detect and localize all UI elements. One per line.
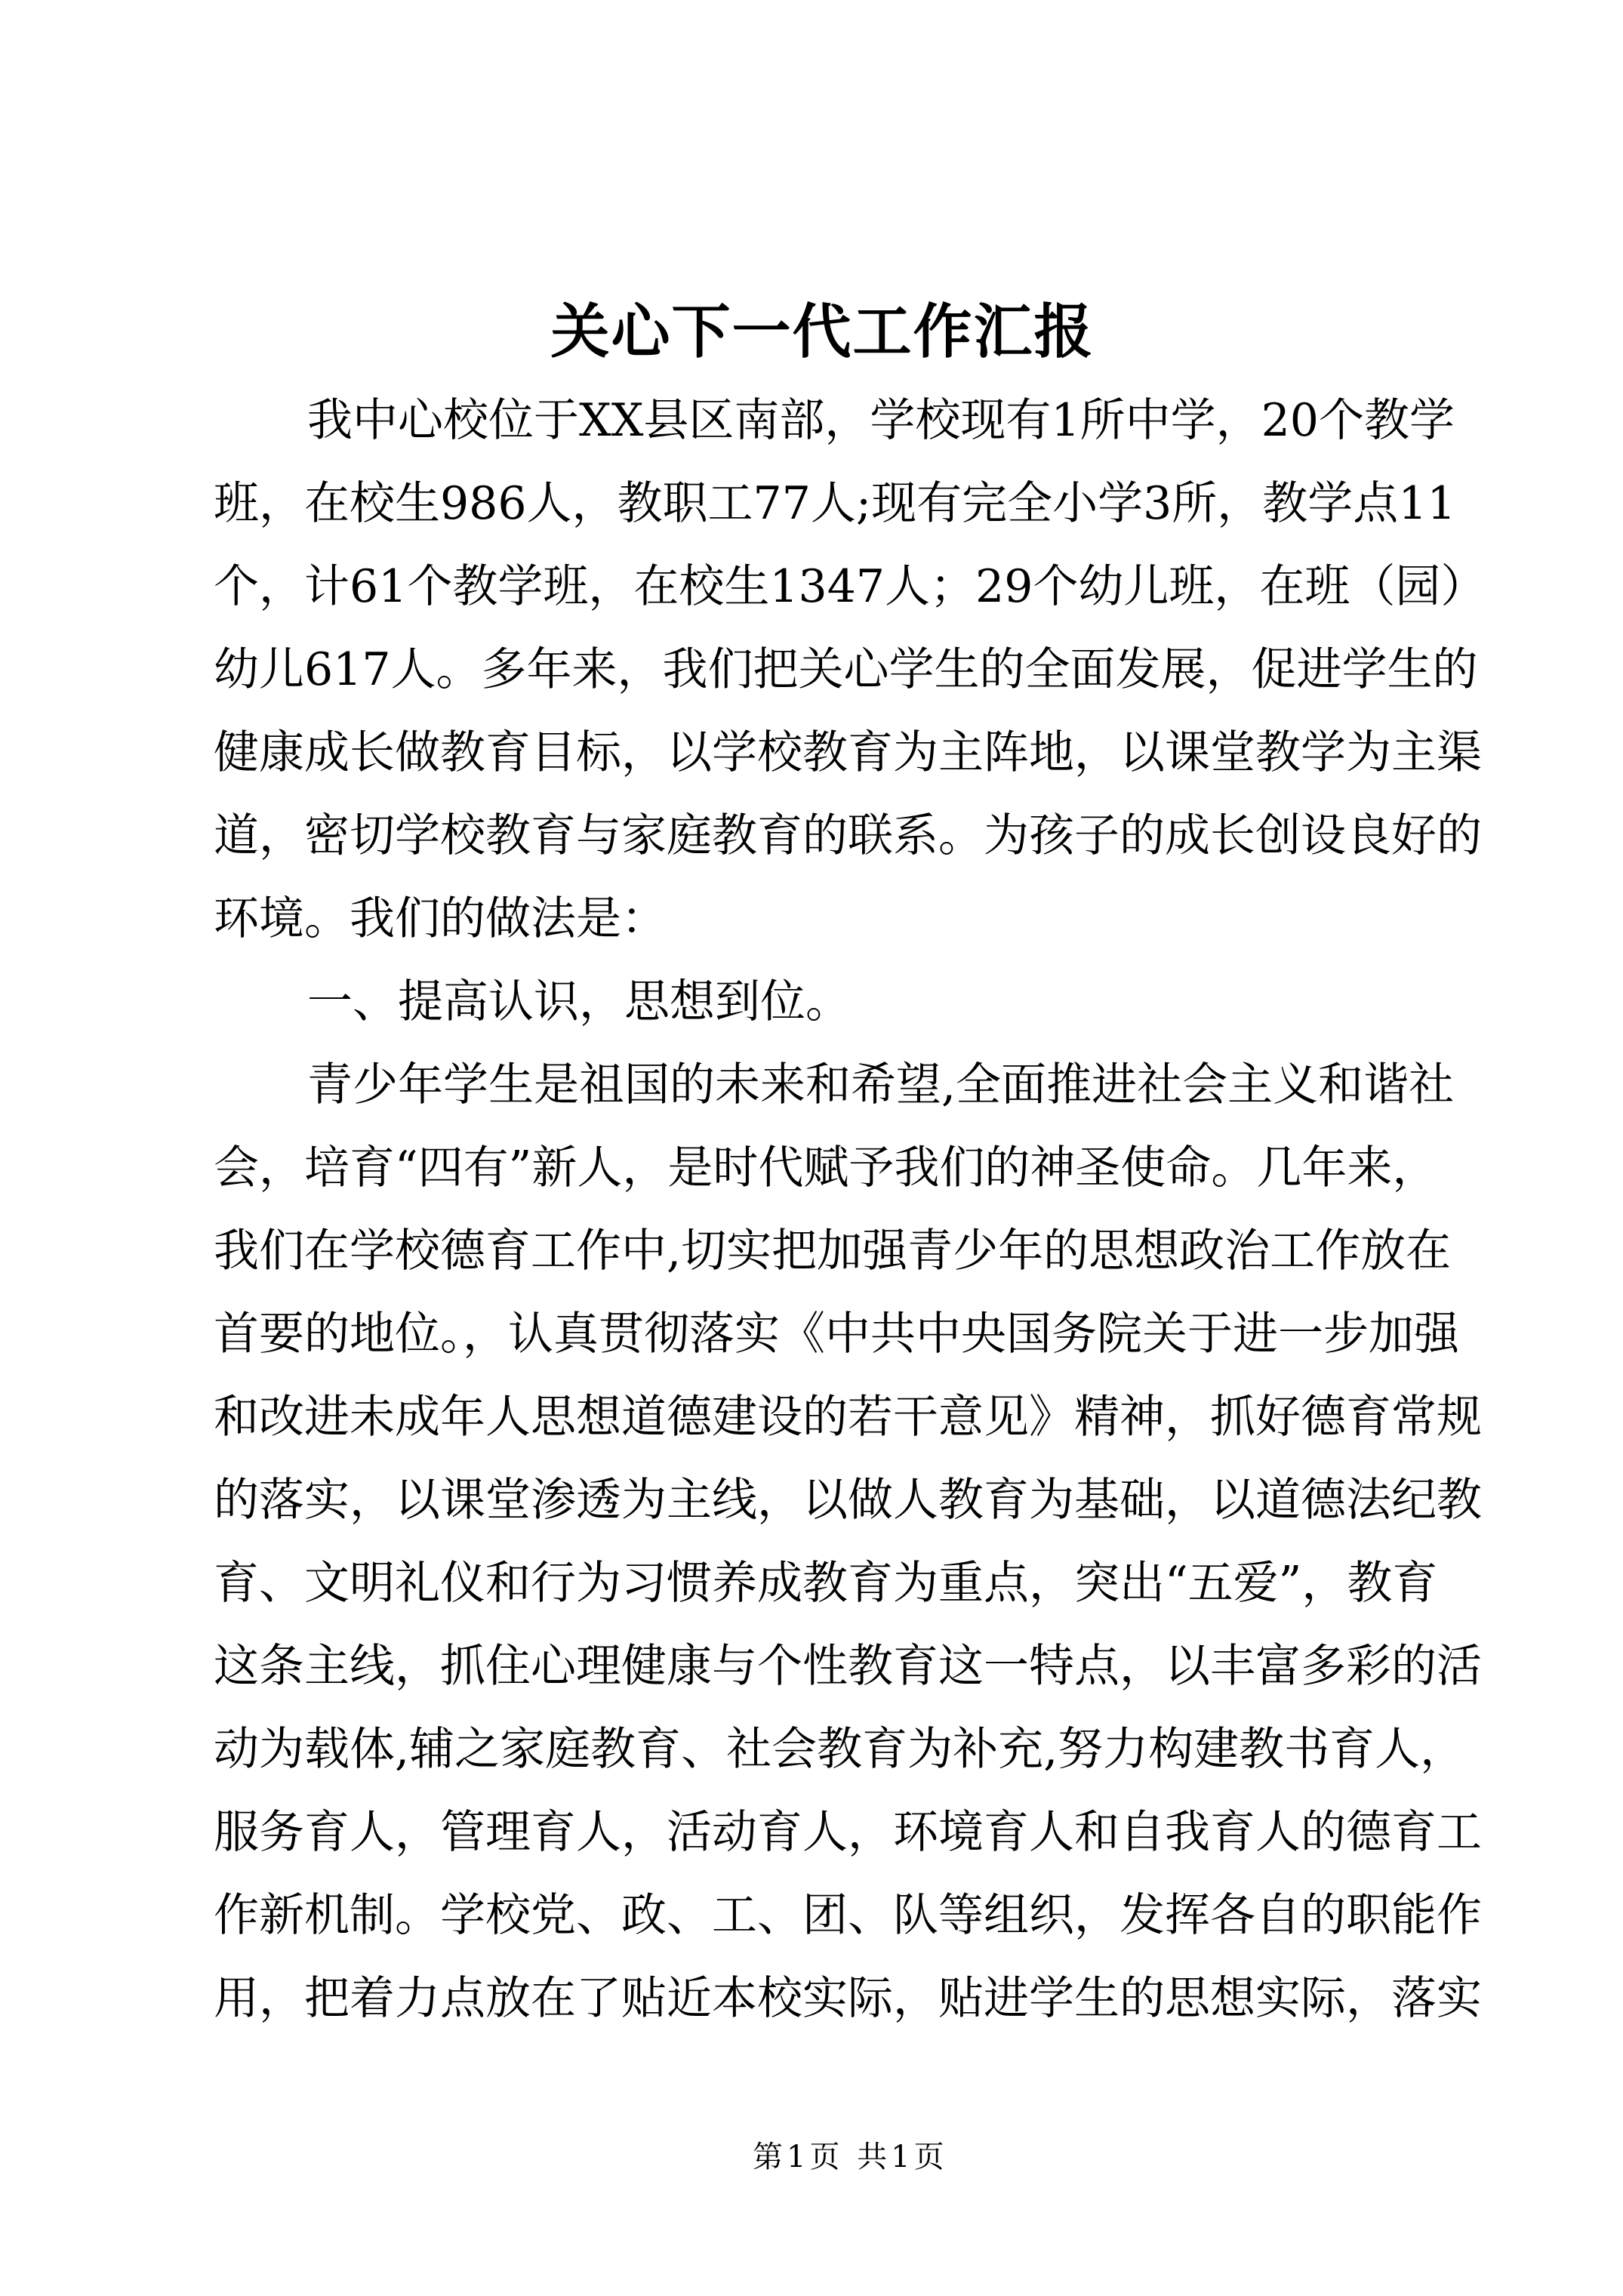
text-line: 健康成长做教育目标，以学校教育为主阵地，以课堂教学为主渠 [214, 726, 1482, 779]
text-line: 会，培育“四有”新人，是时代赋予我们的神圣使命。几年来， [214, 1142, 1438, 1194]
text-line: 个，计61个教学班，在校生1347人；29个幼儿班，在班（园） [214, 560, 1486, 613]
document-title: 关心下一代工作汇报 [550, 297, 1095, 366]
text-line: 动为载体,辅之家庭教育、社会教育为补充,努力构建教书育人， [214, 1723, 1466, 1776]
paragraph-intro [214, 379, 1486, 960]
text-line: 我中心校位于XX县区南部，学校现有1所中学，20个教学 [307, 394, 1455, 447]
text-line: 服务育人，管理育人，活动育人，环境育人和自我育人的德育工 [214, 1806, 1482, 1859]
text-line: 我们在学校德育工作中,切实把加强青少年的思想政治工作放在 [214, 1225, 1452, 1277]
section-heading [214, 960, 1431, 1043]
text-line: 环境。我们的做法是： [214, 892, 667, 945]
page-number: 第1页 共1页 [753, 2140, 948, 2174]
text-line: 育、文明礼仪和行为习惯养成教育为重点，突出“五爱”，教育 [214, 1557, 1438, 1610]
text-line: 用，把着力点放在了贴近本校实际，贴进学生的思想实际，落实 [214, 1972, 1482, 2025]
text-line: 作新机制。学校党、政、工、团、队等组织，发挥各自的职能作 [214, 1889, 1482, 1942]
text-line: 和改进未成年人思想道德建设的若干意见》精神，抓好德育常规 [214, 1391, 1482, 1444]
text-line: 道，密切学校教育与家庭教育的联系。为孩子的成长创设良好的 [214, 809, 1482, 862]
text-line: 幼儿617人。多年来，我们把关心学生的全面发展，促进学生的 [214, 643, 1478, 696]
text-line: 青少年学生是祖国的未来和希望,全面推进社会主义和谐社 [307, 1059, 1455, 1111]
paragraph-section-one [214, 1043, 1482, 2040]
document-body [214, 379, 1486, 2040]
text-line: 首要的地位。，认真贯彻落实《中共中央国务院关于进一步加强 [214, 1308, 1459, 1361]
text-line: 的落实，以课堂渗透为主线，以做人教育为基础，以道德法纪教 [214, 1474, 1482, 1527]
text-line: 这条主线，抓住心理健康与个性教育这一特点，以丰富多彩的活 [214, 1640, 1482, 1693]
text-line: 班，在校生986人，教职工77人;现有完全小学3所，教学点11 [214, 477, 1456, 530]
section-heading-text: 一、提高认识，思想到位。 [307, 975, 851, 1028]
